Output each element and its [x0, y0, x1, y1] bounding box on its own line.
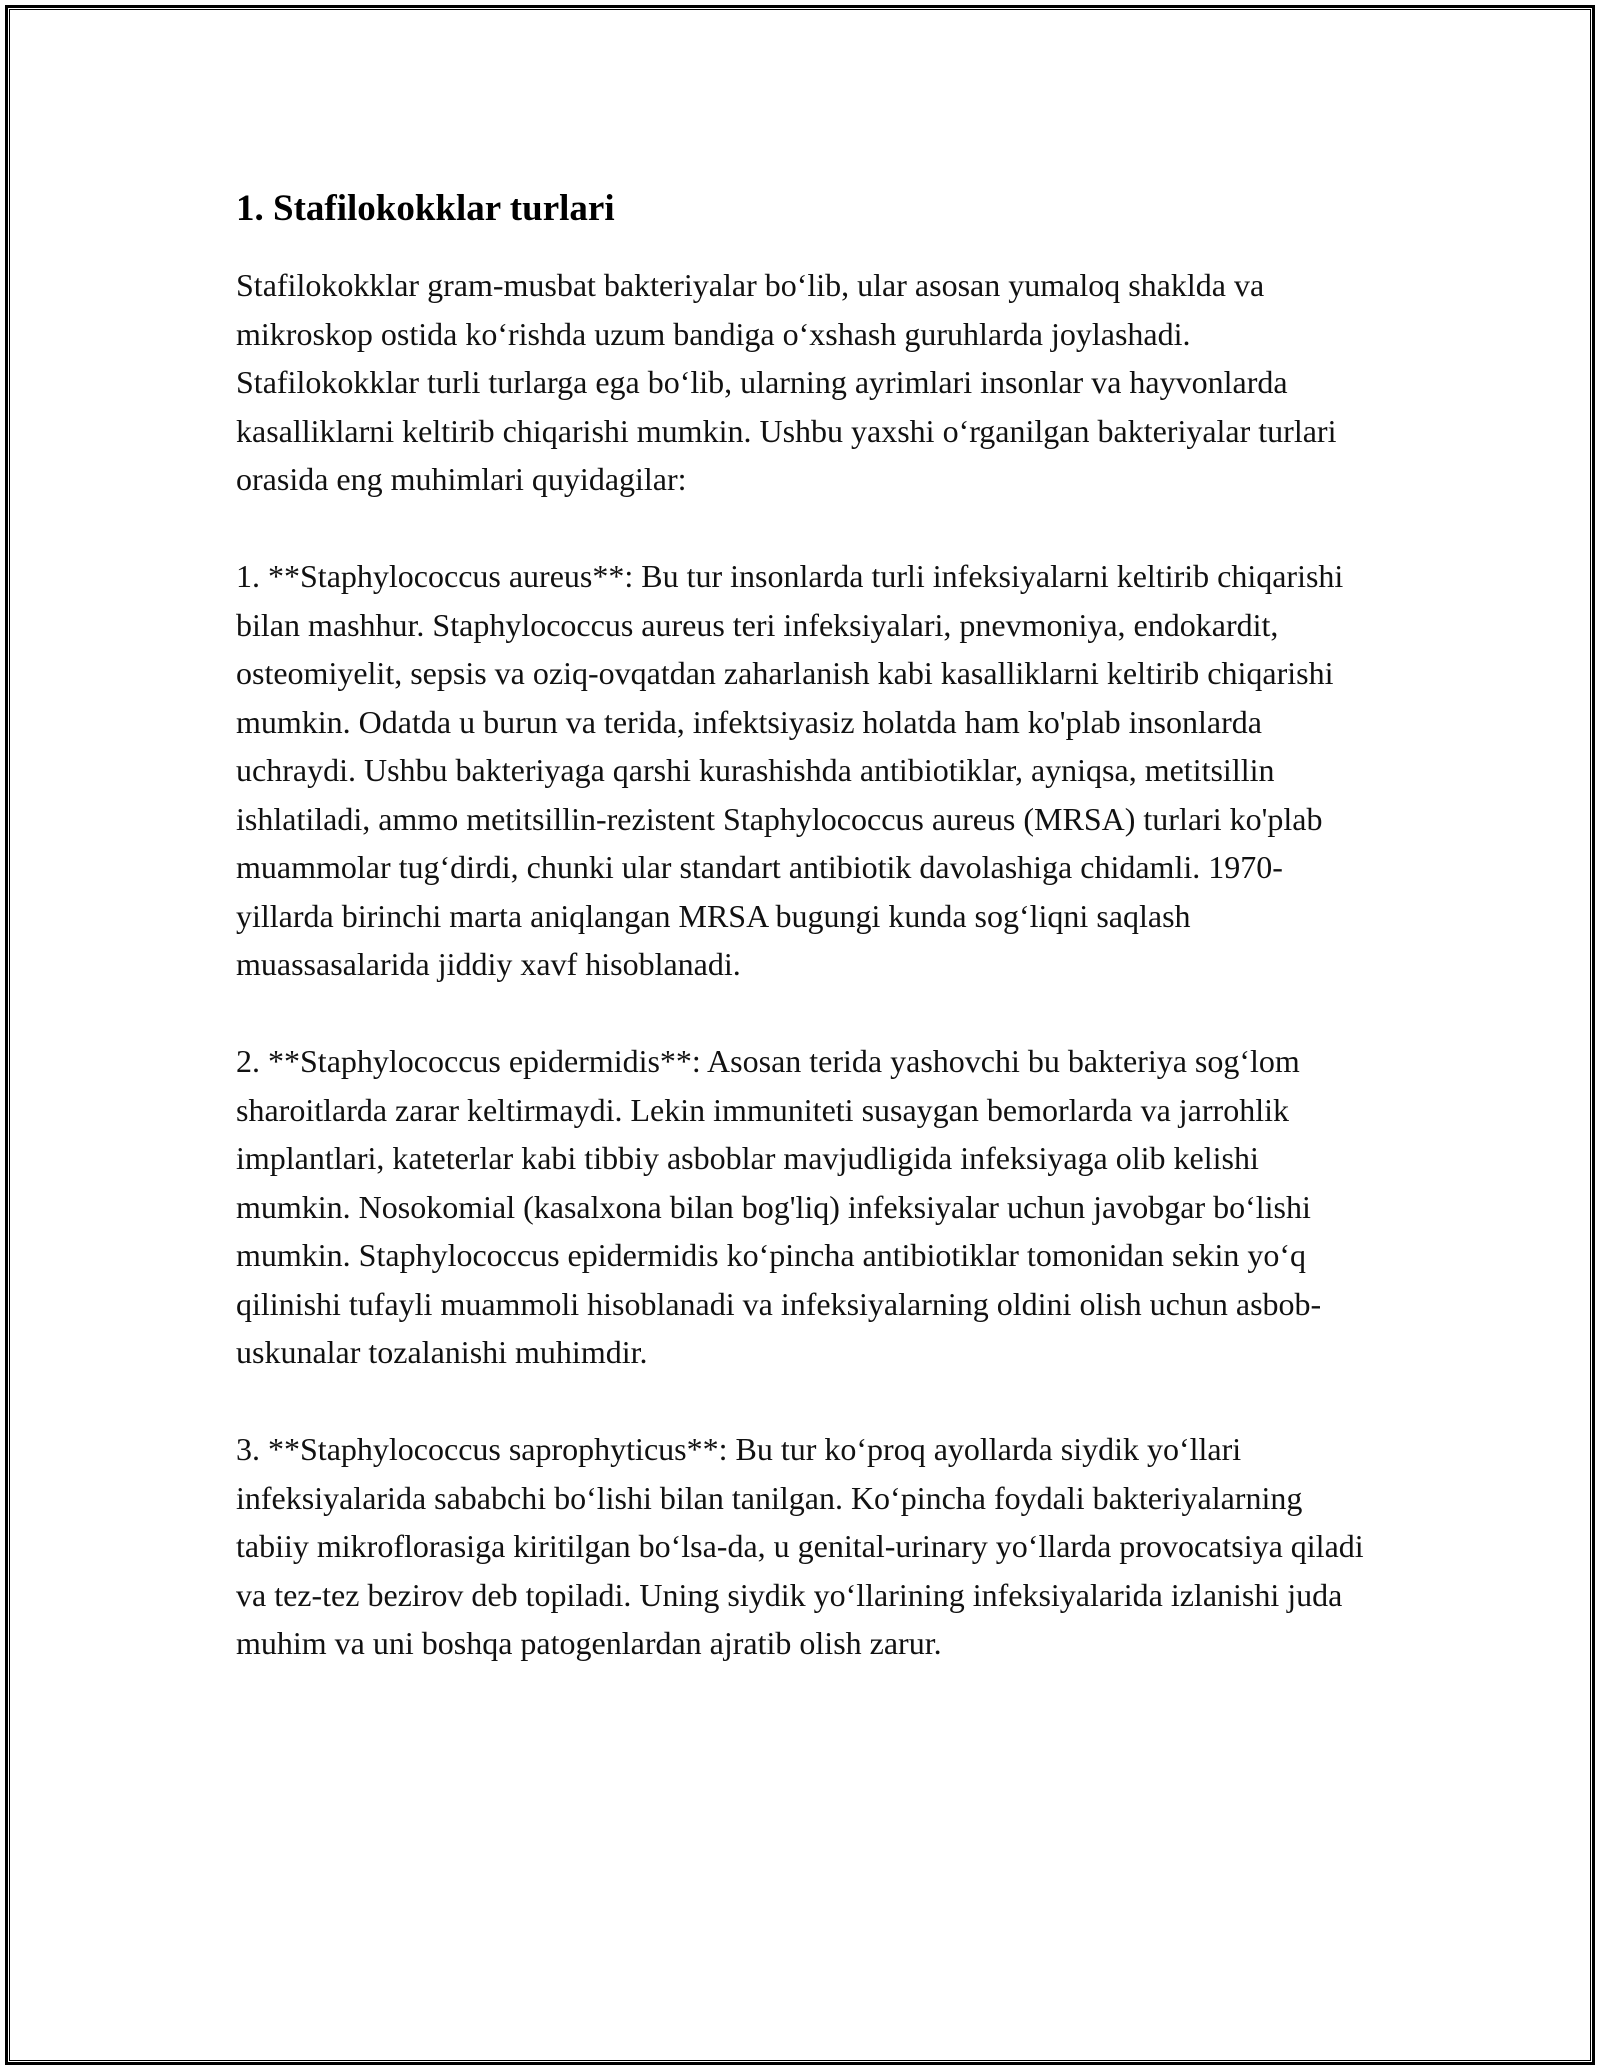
page-title: 1. Stafilokokklar turlari — [236, 188, 615, 229]
paragraph-staphylococcus-aureus: 1. **Staphylococcus aureus**: Bu tur insonlarda turli infeksiyalarni keltirib chiqarishi bilan mashhur. Staphylococcus aureus teri infeksiyalari, pnevmoniya, endokardit, osteomiyelit, sepsis va oziq-ovqatdan zaharlanish kabi kasalliklarni keltirib chiqarishi mumkin. Odatda u burun va terida, infektsiyasiz holatda ham ko'plab insonlarda uchraydi. Ushbu bakteriyaga qarshi kurashishda antibiotiklar, ayniqsa, metitsillin ishlatiladi, ammo metitsillin-rezistent Staphylococcus aureus (MRSA) turlari ko'plab muammolar tugʻdirdi, chunki ular standart antibiotik davolashiga chidamli. 1970-yillarda birinchi marta aniqlangan MRSA bugungi kunda sogʻliqni saqlash muassasalarida jiddiy xavf hisoblanadi. — [236, 558, 1344, 982]
paragraph-staphylococcus-epidermidis: 2. **Staphylococcus epidermidis**: Asosan terida yashovchi bu bakteriya sogʻlom sharoitlarda zarar keltirmaydi. Lekin immuniteti susaygan bemorlarda va jarrohlik implantlari, kateterlar kabi tibbiy asboblar mavjudligida infeksiyaga olib kelishi mumkin. Nosokomial (kasalxona bilan bog'liq) infeksiyalar uchun javobgar boʻlishi mumkin. Staphylococcus epidermidis koʻpincha antibiotiklar tomonidan sekin yoʻq qilinishi tufayli muammoli hisoblanadi va infeksiyalarning oldini olish uchun asbob-uskunalar tozalanishi muhimdir. — [236, 1043, 1322, 1370]
paragraph-intro: Stafilokokklar gram-musbat bakteriyalar boʻlib, ular asosan yumaloq shaklda va mikroskop ostida koʻrishda uzum bandiga oʻxshash guruhlarda joylashadi. Stafilokokklar turli turlarga ega boʻlib, ularning ayrimlari insonlar va hayvonlarda kasalliklarni keltirib chiqarishi mumkin. Ushbu yaxshi oʻrganilgan bakteriyalar turlari orasida eng muhimlari quyidagilar: — [236, 267, 1337, 497]
document-body — [236, 185, 1366, 1668]
paragraph-staphylococcus-saprophyticus: 3. **Staphylococcus saprophyticus**: Bu tur koʻproq ayollarda siydik yoʻllari infeksiyalarida sababchi boʻlishi bilan tanilgan. Koʻpincha foydali bakteriyalarning tabiiy mikroflorasiga kiritilgan boʻlsa-da, u genital-urinary yoʻllarda provocatsiya qiladi va tez-tez bezirov deb topiladi. Uning siydik yoʻllarining infeksiyalarida izlanishi juda muhim va uni boshqa patogenlardan ajratib olish zarur. — [236, 1431, 1364, 1661]
